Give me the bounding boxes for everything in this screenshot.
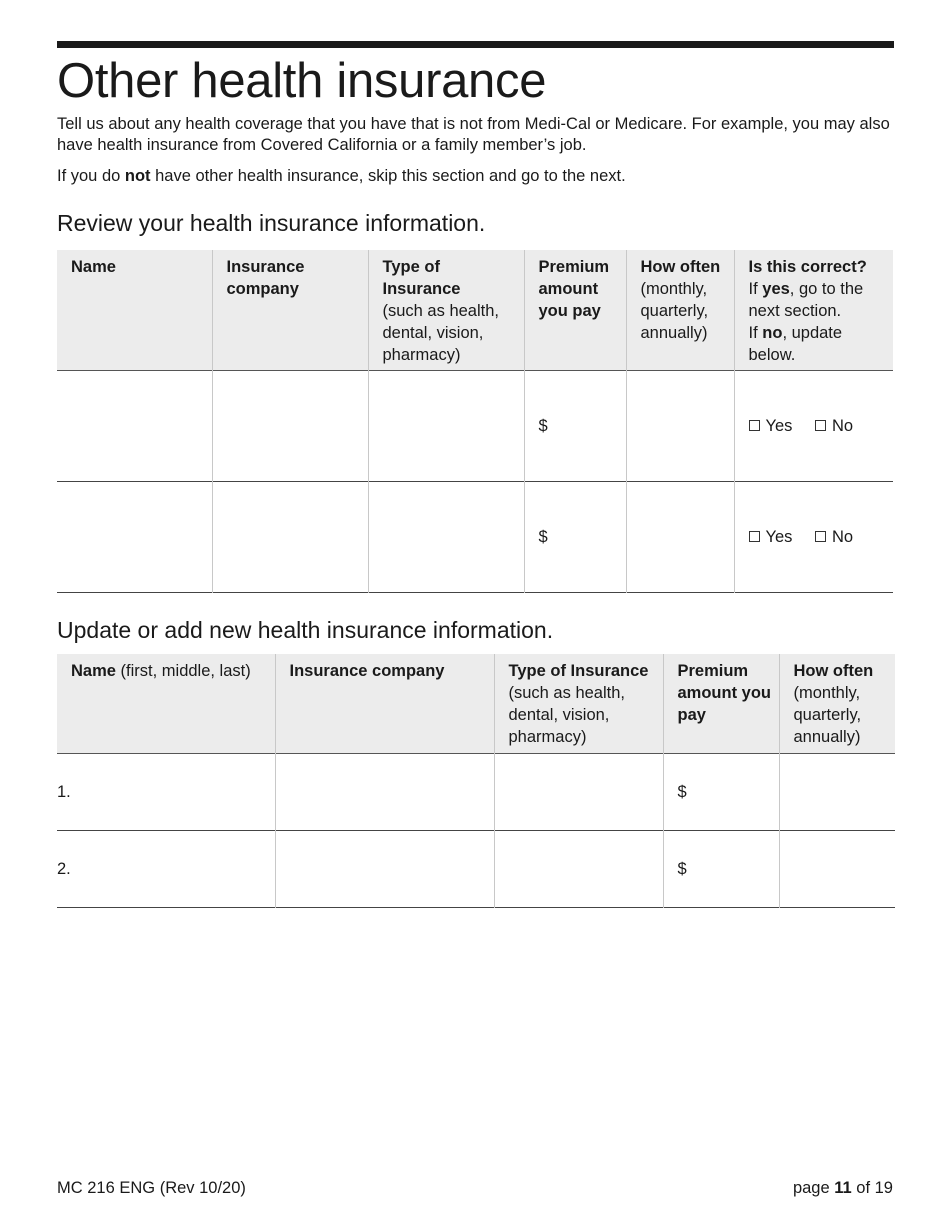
how-often-cell[interactable] [626,482,734,593]
currency-symbol: $ [538,528,548,546]
review-row [57,371,893,482]
review-section-heading: Review your health insurance information. [57,210,486,236]
update-insurance-table [57,654,895,908]
no-label: No [832,417,854,435]
how-often-cell[interactable] [779,753,895,830]
col-company-header: Insurance company [212,250,368,371]
premium-cell[interactable] [524,371,626,482]
col-how-often-header: How often (monthly, quarterly, annually) [626,250,734,371]
review-row [57,482,893,593]
how-often-cell[interactable] [779,830,895,907]
review-header-row [57,250,893,371]
currency-symbol: $ [677,859,687,878]
yes-option[interactable] [749,528,793,546]
form-id: MC 216 ENG (Rev 10/20) [57,1179,246,1197]
no-checkbox[interactable] [815,420,826,431]
update-header-row [57,654,895,753]
how-often-cell[interactable] [626,371,734,482]
name-cell[interactable] [57,753,275,830]
page-number: page 11 of 19 [792,1179,893,1197]
col-type-header: Type of Insurance (such as health, dental, vision, pharmacy) [368,250,524,371]
name-cell[interactable] [57,371,212,482]
no-label: No [832,528,854,546]
top-rule [57,41,894,48]
col-company-header: Insurance company [275,654,494,753]
col-premium-header: Premium amount you pay [524,250,626,371]
yes-label: Yes [765,528,793,546]
col-name-header: Name (first, middle, last) [57,654,275,753]
review-insurance-table [57,250,893,593]
col-name-header: Name [57,250,212,371]
update-section-heading: Update or add new health insurance information. [57,617,554,643]
type-cell[interactable] [368,482,524,593]
correct-cell [734,371,893,482]
intro-paragraph: Tell us about any health coverage that you have that is not from Medi-Cal or Medicare. For example, you may also have health insurance from Covered California or a family member’s job. [57,115,890,154]
skip-note-prefix: If you do [57,167,125,185]
company-cell[interactable] [212,371,368,482]
premium-cell[interactable] [663,830,779,907]
col-how-often-header: How often (monthly, quarterly, annually) [779,654,895,753]
no-checkbox[interactable] [815,531,826,542]
currency-symbol: $ [677,782,687,801]
premium-cell[interactable] [524,482,626,593]
update-row [57,830,895,907]
no-option[interactable] [815,528,853,546]
row-number: 2. [57,859,71,878]
name-cell[interactable] [57,482,212,593]
skip-note-suffix: have other health insurance, skip this section and go to the next. [150,167,626,185]
no-option[interactable] [815,417,853,435]
yes-label: Yes [765,417,793,435]
company-cell[interactable] [212,482,368,593]
col-premium-header: Premium amount you pay [663,654,779,753]
skip-note-emphasis: not [124,167,151,185]
name-cell[interactable] [57,830,275,907]
company-cell[interactable] [275,753,494,830]
col-type-header: Type of Insurance (such as health, dental, vision, pharmacy) [494,654,663,753]
col-correct-header: Is this correct? If yes, go to the next section. If no, update below. [734,250,893,371]
yes-option[interactable] [749,417,793,435]
yes-checkbox[interactable] [749,420,760,431]
premium-cell[interactable] [663,753,779,830]
type-cell[interactable] [494,830,663,907]
currency-symbol: $ [538,417,548,435]
row-number: 1. [57,782,71,801]
company-cell[interactable] [275,830,494,907]
type-cell[interactable] [368,371,524,482]
type-cell[interactable] [494,753,663,830]
update-row [57,753,895,830]
yes-checkbox[interactable] [749,531,760,542]
page-title: Other health insurance [57,54,547,108]
correct-cell [734,482,893,593]
skip-note [57,166,893,187]
